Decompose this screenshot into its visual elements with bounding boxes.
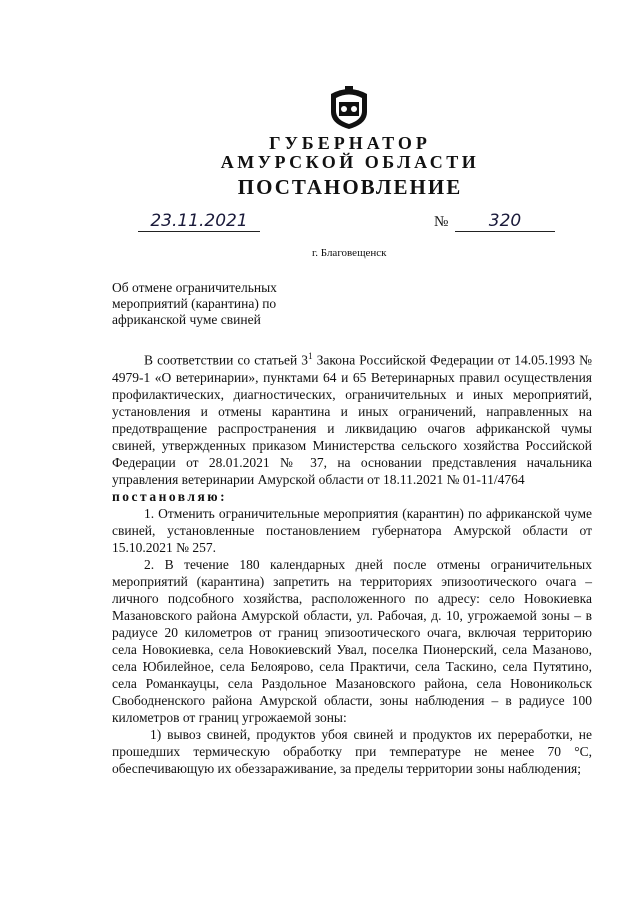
region-title: АМУРСКОЙ ОБЛАСТИ — [220, 152, 480, 172]
item-2-1-paragraph: 1) вывоз свиней, продуктов убоя свиней и продуктов их переработки, не прошедших термическую обработку при температуре не менее 70 °С, обеспечивающую их обеззараживание, за пределы территории зоны наблюдения; — [112, 726, 592, 776]
number-label: № — [434, 214, 449, 230]
city-label: г. Благовещенск — [312, 247, 387, 259]
coat-of-arms-emblem — [327, 82, 371, 130]
preamble-text-rest: Закона Российской Федерации от 14.05.1993 № 4979-1 «О ветеринарии», пунктами 64 и 65 Ветеринарных правил осуществления профилактических, диагностических, ограничительных и иных мероприятий, установления и отмены карантина и иных ограничений, направленных на предотвращение распространения и ликвидацию очагов африканской чумы свиней, утвержденных приказом Министерства сельского хозяйства Российской Федерации от 28.01.2021 № 37, на основании представления начальника управления ветеринарии Амурской области от 18.11.2021 № 01-11/4764 — [112, 352, 593, 487]
document-type-title: ПОСТАНОВЛЕНИЕ — [237, 175, 463, 199]
document-date: 23.11.2021 — [138, 211, 260, 232]
item-2-paragraph: 2. В течение 180 календарных дней после отмены ограничительных мероприятий (карантина) запретить на территориях эпизоотического очага – личного подсобного хозяйства, расположенного по адресу: село Новокиевка Мазановского района Амурской области, ул. Рабочая, д. 10, угрожаемой зоны – в радиусе 20 километров от границ эпизоотического очага, включая территорию села Новокиевка, села Новокиевский Увал, поселка Пионерский, села Мазаново, села Юбилейное, села Белоярово, села Практичи, села Таскино, села Путятино, села Романкауцы, села Раздольное Мазановского района, села Новоникольск Свободненского района Амурской области, зоны наблюдения – в радиусе 100 километров от границ угрожаемой зоны: — [112, 556, 592, 725]
document-number: 320 — [455, 211, 555, 232]
preamble-text: В соответствии со статьей 3 — [144, 352, 309, 368]
decree-word: постановляю: — [112, 488, 228, 504]
preamble-superscript: 1 — [308, 351, 313, 361]
document-body — [112, 348, 592, 777]
governor-title: ГУБЕРНАТОР — [269, 133, 431, 153]
document-subject: Об отмене ограничительных мероприятий (карантина) по африканской чуме свиней — [112, 280, 277, 327]
preamble-paragraph — [112, 348, 592, 488]
item-1-paragraph: 1. Отменить ограничительные мероприятия (карантин) по африканской чуме свиней, установленные постановлением губернатора Амурской области от 15.10.2021 № 257. — [112, 505, 592, 555]
